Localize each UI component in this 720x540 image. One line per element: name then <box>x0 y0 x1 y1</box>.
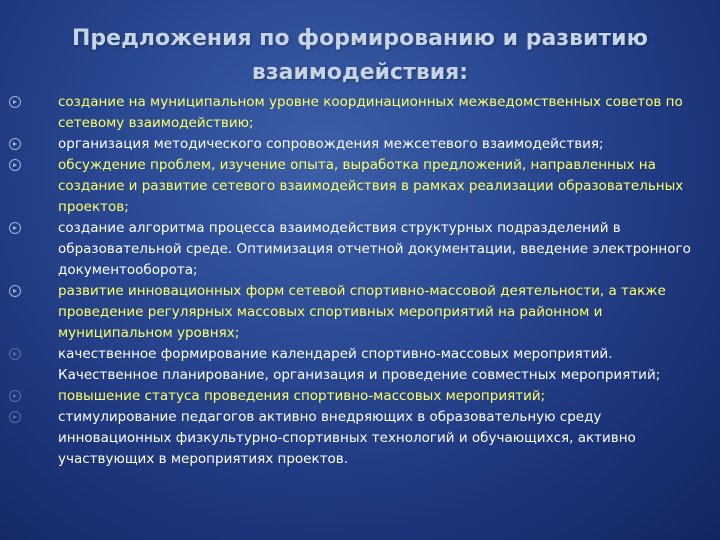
bullet-item-2 <box>0 134 720 155</box>
bullet-arrow-icon <box>9 285 21 297</box>
bullet-text: организация методического сопровождения межсетевого взаимодействия; <box>58 136 604 152</box>
bullet-arrow-icon <box>9 222 21 234</box>
bullet-item-6 <box>0 344 720 386</box>
bullet-text: развитие инновационных форм сетевой спортивно-массовой деятельности, а также проведение регулярных массовых спортивных мероприятий на районном и муниципальном уровнях; <box>58 283 666 341</box>
bullet-arrow-icon <box>9 390 21 402</box>
bullet-text: обсуждение проблем, изучение опыта, выработка предложений, направленных на создание и развитие сетевого взаимодействия в рамках реализации образовательных проектов; <box>58 157 684 215</box>
bullet-arrow-icon <box>9 138 21 150</box>
bullet-item-1 <box>0 92 720 134</box>
bullet-item-3 <box>0 155 720 218</box>
bullet-text: стимулирование педагогов активно внедряющих в образовательную среду инновационных физкультурно-спортивных технологий и обучающихся, активно участвующих в мероприятиях проектов. <box>58 409 636 467</box>
slide-title-line-2: взаимодействия: <box>251 60 469 85</box>
bullet-arrow-icon <box>9 348 21 360</box>
bullet-item-7 <box>0 386 720 407</box>
slide-title <box>40 22 680 90</box>
bullet-list <box>0 92 720 470</box>
bullet-text: создание алгоритма процесса взаимодействия структурных подразделений в образовательной среде. Оптимизация отчетной документации, введение электронного документооборота; <box>58 220 691 278</box>
bullet-item-4 <box>0 218 720 281</box>
bullet-arrow-icon <box>9 96 21 108</box>
bullet-text: создание на муниципальном уровне координационных межведомственных советов по сетевому взаимодействию; <box>58 94 683 131</box>
bullet-arrow-icon <box>9 159 21 171</box>
bullet-arrow-icon <box>9 411 21 423</box>
bullet-text: качественное формирование календарей спортивно-массовых мероприятий. Качественное планирование, организация и проведение совместных мероприятий; <box>58 346 661 383</box>
bullet-text: повышение статуса проведения спортивно-массовых мероприятий; <box>58 388 546 404</box>
bullet-item-8 <box>0 407 720 470</box>
slide-title-line-1: Предложения по формированию и развитию <box>72 26 648 51</box>
bullet-item-5 <box>0 281 720 344</box>
